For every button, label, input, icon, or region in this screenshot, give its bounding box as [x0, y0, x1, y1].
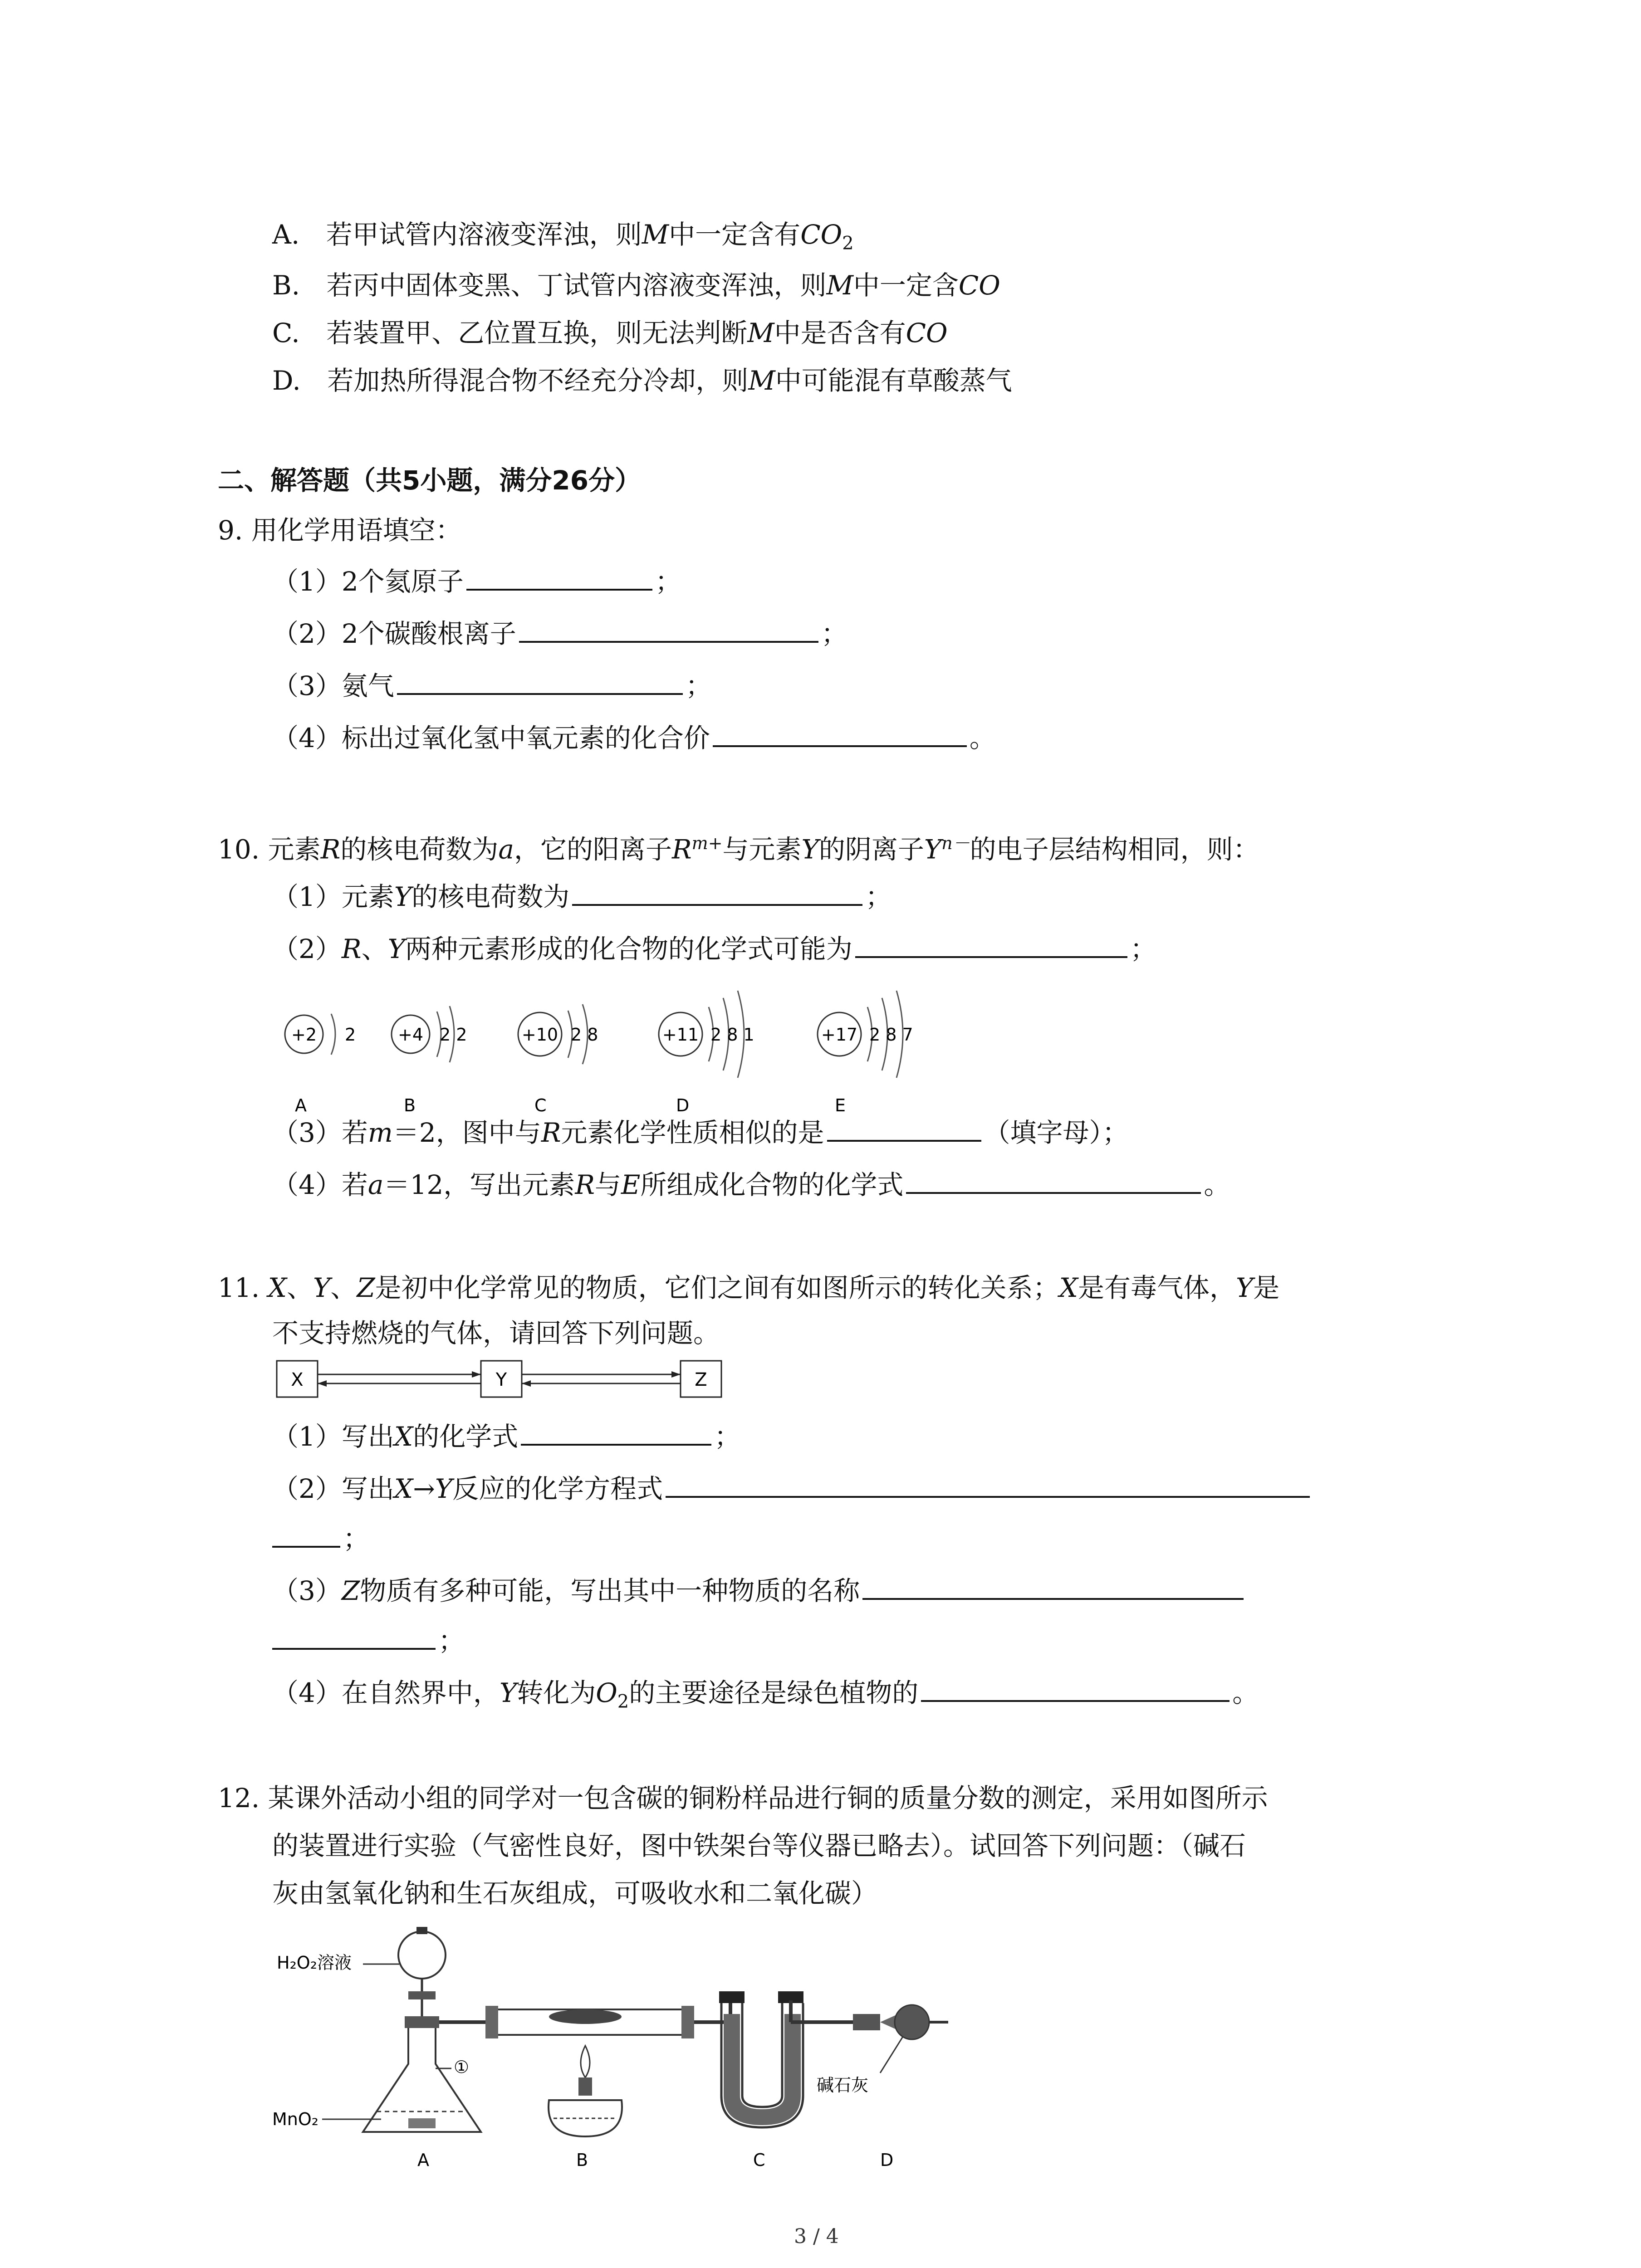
answer-blank[interactable] — [272, 1520, 340, 1548]
q10-part-4: （4）若a＝12，写出元素R与E所组成化合物的化学式 。 — [272, 1166, 1230, 1202]
svg-text:C: C — [534, 1095, 547, 1115]
option-label: A. — [272, 219, 300, 250]
answer-blank[interactable] — [397, 667, 683, 695]
answer-blank[interactable] — [713, 719, 967, 747]
atom-b — [392, 1006, 467, 1115]
answer-blank[interactable] — [572, 878, 862, 906]
section-title: 二、解答题（共5小题，满分26分） — [218, 465, 642, 496]
h2o2-label: H₂O₂溶液 — [277, 1953, 352, 1973]
apparatus-letter: C — [753, 2150, 765, 2170]
atom-a — [285, 1014, 356, 1115]
arrow-head — [522, 1380, 531, 1387]
svg-text:2 8 7: 2 8 7 — [869, 1025, 913, 1045]
alcohol-lamp — [549, 2046, 622, 2136]
soda-lime-label: 碱石灰 — [817, 2075, 869, 2095]
question-12-line-2: 的装置进行实验（气密性良好，图中铁架台等仪器已略去）。试回答下列问题：（碱石 — [272, 1830, 1246, 1861]
answer-blank[interactable] — [466, 562, 652, 591]
svg-text:Y: Y — [495, 1369, 507, 1390]
answer-blank[interactable] — [921, 1674, 1230, 1702]
svg-text:+11: +11 — [662, 1025, 699, 1045]
option-b: B. 若丙中固体变黑、丁试管内溶液变浑浊，则M中一定含CO — [272, 270, 1000, 301]
svg-text:+4: +4 — [397, 1025, 424, 1045]
svg-text:2 2: 2 2 — [440, 1025, 467, 1045]
svg-text:X: X — [291, 1369, 304, 1390]
apparatus-letter: A — [417, 2150, 429, 2170]
question-12-line-1: 12. 某课外活动小组的同学对一包含碳的铜粉样品进行铜的质量分数的测定，采用如图所示 — [218, 1783, 1268, 1813]
option-a: A. 若甲试管内溶液变浑浊，则M中一定含有$CO_2$ — [272, 219, 854, 254]
answer-blank[interactable] — [666, 1470, 1310, 1498]
answer-blank[interactable] — [855, 930, 1127, 958]
svg-text:+17: +17 — [821, 1025, 858, 1045]
apparatus-letter: B — [576, 2150, 588, 2170]
q10-part-3: （3）若m＝2，图中与R元素化学性质相似的是 （填字母）； — [272, 1114, 1129, 1150]
atom-letter: A — [295, 1095, 307, 1115]
q11-part-1: （1）写出X的化学式 ； — [272, 1418, 740, 1454]
page-number: 3 / 4 — [794, 2225, 839, 2248]
answer-blank[interactable] — [519, 615, 818, 643]
option-c: C. 若装置甲、乙位置互换，则无法判断M中是否含有CO — [272, 318, 948, 348]
arrow-head — [472, 1371, 481, 1378]
question-12-line-3: 灰由氢氧化钠和生石灰组成，可吸收水和二氧化碳） — [272, 1878, 878, 1909]
q11-part-3: （3）Z物质有多种可能，写出其中一种物质的名称 — [272, 1572, 1246, 1608]
svg-text:D: D — [676, 1095, 690, 1115]
svg-text:2 8 1: 2 8 1 — [710, 1025, 754, 1045]
question-11-stem: 11. X、Y、Z是初中化学常见的物质，它们之间有如图所示的转化关系；X是有毒气体，Y是 — [218, 1272, 1280, 1303]
arrow-head — [671, 1371, 681, 1378]
q9-part-1: （1）2个氦原子 ； — [272, 562, 681, 599]
svg-text:2 8: 2 8 — [571, 1025, 598, 1045]
circle-one-label: ① — [454, 2057, 470, 2077]
answer-blank[interactable] — [272, 1622, 436, 1650]
q9-part-4: （4）标出过氧化氢中氧元素的化合价 。 — [272, 719, 996, 756]
q10-part-1: （1）元素Y的核电荷数为 ； — [272, 878, 892, 914]
q11-part-2-cont: ； — [272, 1520, 369, 1556]
apparatus-letter: D — [880, 2150, 894, 2170]
atom-shells: 2 — [345, 1025, 356, 1045]
q11-part-3-cont: ； — [272, 1622, 465, 1658]
question-11-stem-2: 不支持燃烧的气体，请回答下列问题。 — [272, 1318, 720, 1349]
answer-blank[interactable] — [521, 1418, 711, 1446]
atom-nucleus: +2 — [291, 1025, 317, 1045]
question-10-stem: 10. 元素R的核电荷数为a，它的阳离子$R^{m+}$与元素Y的阴离子$Y^{n-}$的电子层结构相同，则： — [218, 833, 1259, 865]
q9-part-2: （2）2个碳酸根离子 ； — [272, 615, 847, 651]
drying-tube — [853, 2005, 948, 2039]
q11-part-2: （2）写出X→Y反应的化学方程式 — [272, 1470, 1313, 1506]
q10-part-2: （2）R、Y两种元素形成的化合物的化学式可能为 ； — [272, 930, 1156, 967]
svg-text:+10: +10 — [521, 1025, 558, 1045]
option-d: D. 若加热所得混合物不经充分冷却，则M中可能混有草酸蒸气 — [272, 365, 1012, 396]
xyz-relation-diagram — [272, 1356, 749, 1402]
q11-part-4: （4）在自然界中，Y转化为$O_2$的主要途径是绿色植物的 。 — [272, 1674, 1259, 1720]
answer-blank[interactable] — [827, 1114, 981, 1142]
atom-c — [518, 1004, 598, 1115]
arrow-head — [318, 1380, 327, 1387]
atom-d — [659, 991, 754, 1115]
atomic-structure-diagrams — [254, 984, 980, 1129]
separatory-funnel — [398, 1927, 446, 2019]
svg-text:B: B — [404, 1095, 416, 1115]
svg-text:Z: Z — [695, 1369, 707, 1390]
answer-blank[interactable] — [906, 1166, 1201, 1194]
apparatus-diagram — [272, 1923, 953, 2177]
combustion-tube — [485, 2006, 694, 2038]
atom-e — [818, 991, 913, 1115]
mno2-label: MnO₂ — [272, 2109, 319, 2129]
answer-blank[interactable] — [862, 1572, 1244, 1600]
question-9-stem: 9. 用化学用语填空： — [218, 515, 462, 546]
q9-part-3: （3）氨气 ； — [272, 667, 712, 704]
svg-text:E: E — [835, 1095, 846, 1115]
